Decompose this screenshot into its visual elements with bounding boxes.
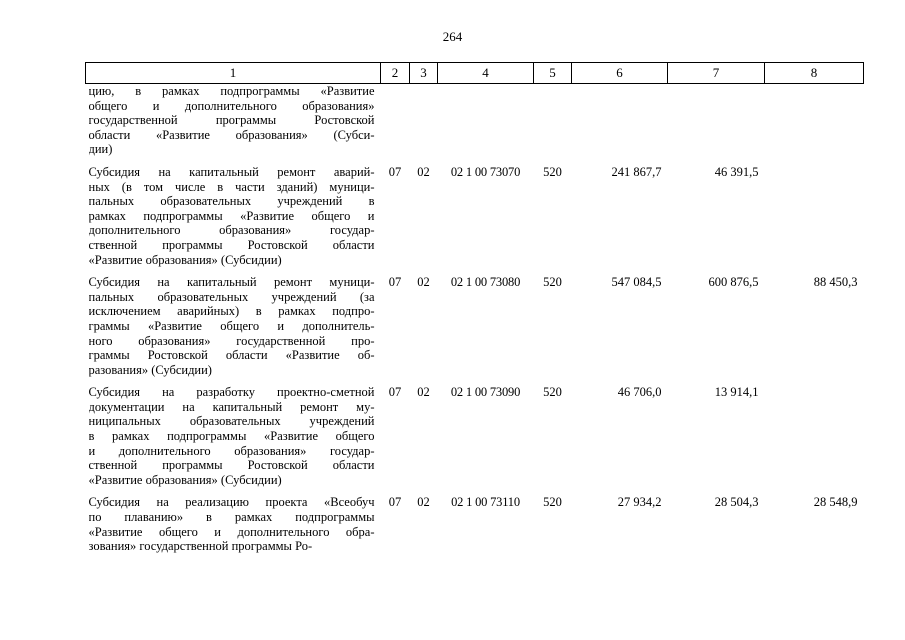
expense-type-code: 520	[543, 275, 562, 290]
budget-table	[85, 62, 864, 562]
row-description	[86, 495, 381, 561]
subsection-code: 02	[417, 385, 430, 400]
amount-col-8	[765, 84, 864, 165]
amount-col-6: 241 867,7	[611, 164, 662, 179]
description-line: Субсидия на реализацию проекта «Всеобуч	[88, 495, 375, 510]
header-col-6: 6	[572, 63, 668, 84]
section-code: 07	[388, 275, 402, 290]
row-description	[86, 84, 381, 165]
row-description	[86, 385, 381, 495]
amount-col-7: 13 914,1	[714, 385, 759, 400]
description-line: ных (в том числе в части зданий) муници-	[88, 179, 375, 194]
description-line: Субсидия на разработку проектно-сметной	[88, 385, 375, 400]
description-line: по плаванию» в рамках подпрограммы	[88, 510, 375, 525]
description-line: граммы «Развитие общего и дополнитель-	[88, 318, 375, 333]
target-article-code	[438, 84, 534, 165]
amount-col-8	[765, 165, 864, 275]
row-description	[86, 275, 381, 385]
amount-col-6: 27 934,2	[617, 495, 662, 510]
amount-col-6	[572, 84, 668, 165]
table-row	[86, 495, 864, 561]
amount-col-6: 46 706,0	[617, 385, 662, 400]
description-line: области «Развитие образования» (Субси-	[88, 127, 375, 142]
description-line: «Развитие образования» (Субсидии)	[88, 472, 282, 487]
amount-col-8	[765, 385, 864, 495]
description-line: рамках подпрограммы «Развитие общего и	[88, 208, 375, 223]
subsection-code: 02	[417, 164, 430, 179]
description-line: цию, в рамках подпрограммы «Развитие	[88, 84, 375, 98]
description-line: ственной программы Ростовской области	[88, 237, 375, 252]
row-description	[86, 165, 381, 275]
description-line: ниципальных образовательных учреждений	[88, 414, 375, 429]
section-code	[381, 84, 410, 165]
section-code: 07	[388, 495, 402, 510]
description-line: граммы Ростовской области «Развитие об-	[88, 348, 375, 363]
description-line: Субсидия на капитальный ремонт аварий-	[88, 164, 375, 179]
header-col-3: 3	[410, 63, 438, 84]
description-line: разования» (Субсидии)	[88, 362, 212, 377]
description-line: пальных образовательных учреждений в	[88, 194, 375, 209]
amount-col-6: 547 084,5	[611, 275, 662, 290]
description-line: дополнительного образования» государ-	[88, 223, 375, 238]
description-line: «Развитие общего и дополнительного обра-	[88, 524, 375, 539]
table-row	[86, 84, 864, 165]
table-row	[86, 385, 864, 495]
description-line: «Развитие образования» (Субсидии)	[88, 252, 282, 267]
table-header-row	[86, 63, 864, 84]
header-col-1: 1	[86, 63, 381, 84]
description-line: Субсидия на капитальный ремонт муници-	[88, 275, 375, 290]
amount-col-8: 28 548,9	[813, 495, 858, 510]
subsection-code: 02	[417, 495, 430, 510]
section-code: 07	[388, 385, 402, 400]
amount-col-7	[668, 84, 765, 165]
page-number: 264	[442, 29, 463, 44]
amount-col-7: 46 391,5	[714, 164, 759, 179]
description-line: общего и дополнительного образования»	[88, 98, 375, 113]
description-line: государственной программы Ростовской	[88, 113, 375, 128]
header-col-4: 4	[438, 63, 534, 84]
subsection-code: 02	[417, 275, 430, 290]
target-article-code: 02 1 00 73090	[450, 385, 521, 400]
description-line: исключением аварийных) в рамках подпро-	[88, 304, 375, 319]
target-article-code: 02 1 00 73080	[450, 275, 521, 290]
header-col-5: 5	[534, 63, 572, 84]
expense-type-code: 520	[543, 495, 562, 510]
description-line: ственной программы Ростовской области	[88, 458, 375, 473]
amount-col-8: 88 450,3	[813, 275, 858, 290]
amount-col-7: 600 876,5	[708, 275, 759, 290]
table-row	[86, 275, 864, 385]
description-line: зования» государственной программы Ро-	[88, 539, 313, 554]
description-line: пальных образовательных учреждений (за	[88, 289, 375, 304]
description-line: дии)	[88, 142, 113, 157]
expense-type-code: 520	[543, 385, 562, 400]
description-line: ного образования» государственной про-	[88, 333, 375, 348]
header-col-2: 2	[381, 63, 410, 84]
target-article-code: 02 1 00 73110	[451, 495, 520, 510]
description-line: документации на капитальный ремонт му-	[88, 399, 375, 414]
target-article-code: 02 1 00 73070	[450, 164, 521, 179]
description-line: в рамках подпрограммы «Развитие общего	[88, 429, 375, 444]
header-col-8: 8	[765, 63, 864, 84]
header-col-7: 7	[668, 63, 765, 84]
description-line: и дополнительного образования» государ-	[88, 443, 375, 458]
expense-type-code	[534, 84, 572, 165]
section-code: 07	[388, 164, 402, 179]
subsection-code	[410, 84, 438, 165]
amount-col-7: 28 504,3	[714, 495, 759, 510]
expense-type-code: 520	[543, 164, 562, 179]
table-row	[86, 165, 864, 275]
